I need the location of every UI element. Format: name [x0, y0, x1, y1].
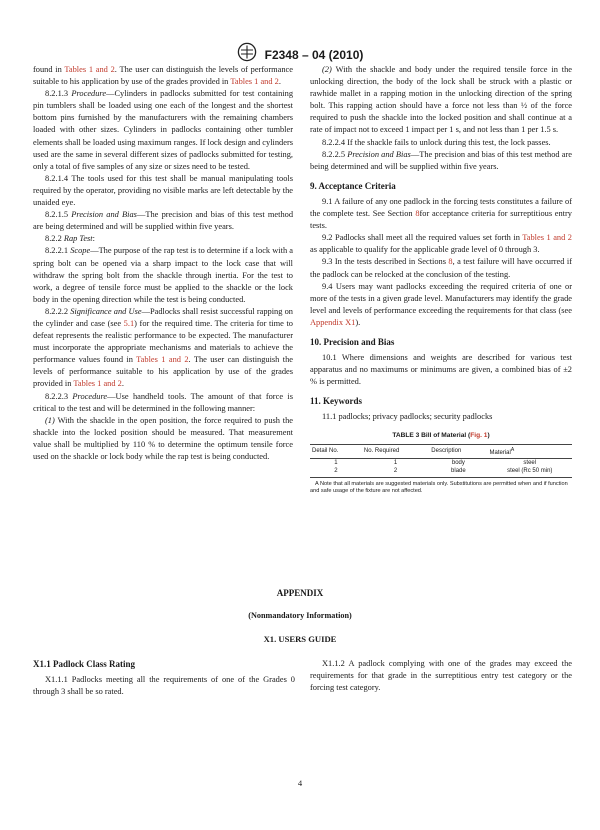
section-heading-9: 9. Acceptance Criteria — [310, 180, 396, 191]
figure-link[interactable]: Fig. 1 — [470, 431, 488, 439]
tables-link[interactable]: Tables 1 and 2 — [136, 355, 189, 365]
appendix-title: APPENDIX — [276, 588, 324, 598]
section-link[interactable]: 8 — [448, 257, 453, 267]
tables-link[interactable]: Tables 1 and 2 — [64, 65, 115, 74]
left-column — [33, 64, 293, 463]
paragraph-8-2-2-2: 8.2.2.2 Significance and Use—Padlocks shall resist successful rapping on the cylinder and case (see 5.1) for the required time. The criteria for time to defeat represents the realistic performance to be expected. The manufacturer must incorporate the appropriate mechanisms and materials to achieve the performance values found in Tables 1 and 2. The user can distinguish the levels of performance suitable to his application by use of the grades provided in Tables 1 and 2. — [33, 306, 293, 389]
paragraph-9-3: 9.3 In the tests described in Sections 8, a test failure will have occurred if the padlock can be relocked at the conclusion of the testing. — [310, 257, 572, 279]
paragraph-11-1: 11.1 padlocks; privacy padlocks; security padlocks — [322, 412, 493, 422]
table-cell: 1 — [393, 459, 398, 466]
table-cell: 2 — [310, 467, 362, 478]
table-header-cell: No. Required — [362, 444, 429, 458]
table-cell: steel (Rc 50 min) — [488, 467, 573, 478]
paragraph: found in Tables 1 and 2. The user can distinguish the levels of performance suitable to his application by use of the grades provided in Tables 1 and 2. — [33, 65, 293, 87]
tables-link[interactable]: Tables 1 and 2 — [230, 77, 279, 87]
paragraph-item-1: (1) With the shackle in the open position, the force required to push the shackle into the locked position should be measured. That measurement value shall be multiplied by 110 % to determine the optimum tensile force used on the shackle or lock body while the rap test is being conducted. — [33, 415, 294, 461]
table-cell: blade — [429, 467, 487, 478]
right-column — [310, 64, 572, 495]
paragraph-8-2-2-1: 8.2.2.1 Scope—The purpose of the rap test is to determine if a lock with a spring bolt can be opened via a sharp impact to the lock case that will withdraw the spring bolt from the shackle through inertia. For the test to work, a degree of tensile force must be applied to the shackle or the lock body in the opening direction while the test is being conducted. — [33, 246, 294, 304]
table-cell: steel — [523, 459, 537, 466]
paragraph-item-2: (2) With the shackle and body under the required tensile force in the unlocking direction, the body of the lock shall be struck with a plastic or rawhide mallet in a rapping motion in the unlocking direction of the spring bolt. This rapping action should have a force not less than ½ of the force required to push the shackle into the locked position and shall continue at a rate of impact not to exceed 1 impact per 1 s, and not less than 1 per 1.5 s. — [310, 65, 573, 135]
table-header-row — [310, 444, 572, 458]
paragraph-10-1: 10.1 Where dimensions and weights are described for various test apparatus and no maximums or minimums are given, a combined bias of ±2 % is permitted. — [310, 353, 572, 387]
paragraph-x1-1-1: X1.1.1 Padlocks meeting all the requirements of one of the Grades 0 through 3 shall be so rated. — [33, 675, 295, 697]
table-caption: TABLE 3 Bill of Material (Fig. 1) — [392, 431, 490, 439]
table-row — [310, 467, 572, 478]
page-number: 4 — [297, 778, 303, 788]
section-heading-x1-1: X1.1 Padlock Class Rating — [33, 659, 136, 669]
document-designation: F2348 – 04 (2010) — [264, 47, 364, 62]
paragraph-8-2-1-3: 8.2.1.3 Procedure—Cylinders in padlocks submitted for test containing pin tumblers shall be loaded using one each of the longest and the shortest bottom pins furnished by the manufacturers with the remaining chambers loaded with other sizes. Cylinders in padlocks containing other tumbler elements shall be loaded using maximum ranges. If lock design and cylinders used are the same in several different sizes of padlocks submitted for testing, only a total of five samples of any size or sizes need to be tested. — [33, 89, 294, 171]
appendix-left-column — [33, 658, 295, 698]
section-link[interactable]: 5.1 — [123, 318, 135, 328]
paragraph-8-2-2-3: 8.2.2.3 Procedure—Use handheld tools. The amount of that force is critical to the test and will be determined in the following manner: — [33, 391, 294, 413]
section-link[interactable]: 8 — [415, 209, 420, 219]
tables-link[interactable]: Tables 1 and 2 — [73, 379, 122, 389]
paragraph-8-2-1-4: 8.2.1.4 The tools used for this test shall be manual manipulating tools required by the operator, providing no visible marks are left detectable by the unaided eye. — [33, 173, 293, 208]
table-footnote: A Note that all materials are suggested materials only. Substitutions are permitted when and if function and safe usage of the fixture are not affected. — [310, 480, 568, 494]
table-cell: 1 — [334, 459, 338, 466]
section-heading-10: 10. Precision and Bias — [310, 336, 395, 347]
table-row — [310, 458, 572, 467]
tables-link[interactable]: Tables 1 and 2 — [522, 233, 572, 243]
paragraph-x1-1-2: X1.1.2 A padlock complying with one of the grades may exceed the requirements for that grade in the surreptitious entry test category or the forcing test category. — [310, 659, 572, 693]
paragraph-8-2-2: 8.2.2 Rap Test: — [45, 234, 95, 244]
paragraph-9-1: 9.1 A failure of any one padlock in the forcing tests constitutes a failure of the complete test. See Section 8for acceptance criteria for surreptitious entry tests. — [310, 196, 572, 231]
table-cell: 2 — [362, 467, 429, 478]
bill-of-material-table — [310, 444, 572, 478]
table-header-cell: Description — [429, 444, 487, 458]
appendix-subtitle: (Nonmandatory Information) — [248, 611, 352, 620]
paragraph-8-2-2-5: 8.2.2.5 Precision and Bias—The precision and bias of this test method are being determined and will be supplied within five years. — [310, 149, 572, 171]
paragraph-8-2-1-5: 8.2.1.5 Precision and Bias—The precision and bias of this test method are being determined and will be supplied within five years. — [33, 210, 294, 232]
table-cell: body — [451, 459, 465, 466]
paragraph-9-2: 9.2 Padlocks shall meet all the required values set forth in Tables 1 and 2 as applicable to qualify for the applicable grade level of 0 through 3. — [310, 233, 572, 255]
footnote-marker: A — [510, 446, 515, 453]
table-header-cell: Detail No. — [310, 444, 362, 458]
appendix-section-title: X1. USERS GUIDE — [263, 634, 337, 644]
appendix-link[interactable]: Appendix X1 — [310, 317, 356, 327]
paragraph-9-4: 9.4 Users may want padlocks exceeding the required criteria of one or more of the tests in a given grade level. Manufacturers may identify the grade level and levels of performance exceeding the requirements for that class (see Appendix X1). — [310, 281, 572, 327]
paragraph-8-2-2-4: 8.2.2.4 If the shackle fails to unlock during this test, the lock passes. — [322, 137, 551, 147]
section-heading-11: 11. Keywords — [310, 396, 363, 407]
appendix-right-column — [310, 658, 572, 694]
table-header-cell: Material$^A$ — [488, 444, 573, 458]
